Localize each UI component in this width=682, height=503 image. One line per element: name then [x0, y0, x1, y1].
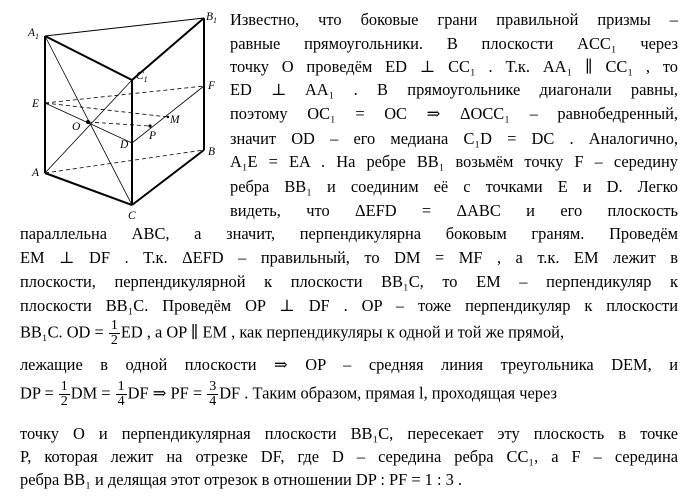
point-o [86, 120, 90, 124]
point-p [148, 124, 151, 127]
label-b: B [208, 146, 216, 158]
edge-a1-c1 [45, 36, 132, 80]
label-a1: $A_1$ [28, 27, 40, 41]
diag-a-c1 [45, 80, 132, 173]
edge-c-b [132, 150, 204, 205]
label-f: F [208, 80, 216, 92]
label-c: C [128, 210, 136, 222]
text-line-10: параллельна ABC, а значит, перпендикулярна боковым граням. Проведём [20, 224, 678, 243]
label-m: M [170, 114, 180, 126]
text-line-1: Известно, что боковые грани правильной призмы – [230, 10, 678, 29]
point-m [167, 116, 169, 118]
label-o: O [72, 121, 81, 133]
text-line-14: BB₁C. OD = $\frac{1}{2}$ ED , а OP ∥ EM , как перпендикуляры к одной и той же прямой, [20, 318, 565, 348]
edge-a-c [45, 173, 132, 205]
text-line-17: точку O и перпендикулярная плоскости BB₁C, пересекает эту плоскость в точке [20, 424, 678, 443]
prism-figure [0, 0, 230, 228]
text-line-3: точку O проведём ED ⊥ CC₁ . Т.к. AA₁ ∥ CC₁ , то [230, 57, 678, 76]
text-line-11: EM ⊥ DF . Т.к. ΔEFD – правильный, то DM = MF , а т.к. EM лежит в [20, 248, 678, 267]
text-line-13: плоскости BB₁C. Проведём OP ⊥ DF . OP – тоже перпендикуляр к плоскости [20, 296, 678, 315]
text-line-9: видеть, что ΔEFD = ΔABC и его плоскость [230, 201, 678, 220]
text-line-7: A₁E = EA . На ребре BB₁ возьмём точку F – середину [230, 152, 678, 171]
text-line-15: лежащие в одной плоскости ⇒ OP – средняя линия треугольника DEM, и [20, 355, 678, 374]
text-line-4: ED ⊥ AA₁ . В прямоугольнике диагонали равны, [230, 80, 678, 99]
text-line-5: поэтому OC₁ = OC ⇒ ΔOCC₁ – равнобедренный, [230, 104, 678, 123]
text-line-18: P, которая лежит на отрезке DF, где D – середина ребра CC₁, а F – середина [20, 447, 678, 466]
label-d: D [120, 139, 129, 151]
edge-a1-b1 [45, 18, 204, 36]
text-line-19: ребра BB₁ и делящая этот отрезок в отношении DP : PF = 1 : 3 . [20, 470, 463, 489]
text-line-8: ребра BB₁ и соединим её с точками E и D. Легко [230, 177, 678, 196]
hidden-edge-a-b [45, 150, 204, 173]
label-p: P [149, 130, 157, 142]
label-c1: $C_1$ [136, 70, 148, 84]
fraction-half: $\frac{1}{2}$ [110, 318, 118, 348]
text-line-6: значит OD – его медиана C₁D = DC . Аналогично, [230, 129, 678, 148]
fraction-quarter: $\frac{1}{4}$ [117, 379, 125, 409]
fraction-half-2: $\frac{1}{2}$ [60, 379, 68, 409]
label-e: E [32, 98, 40, 110]
text-line-2: равные прямоугольники. В плоскости ACC₁ через [230, 34, 678, 53]
text-line-12: плоскости, перпендикулярной к плоскости BB₁C, то EM – перпендикуляр к [20, 272, 678, 291]
fraction-three-quarters: $\frac{3}{4}$ [209, 379, 217, 409]
hidden-o-p [88, 122, 150, 126]
hidden-e-m [45, 103, 168, 117]
label-a: A [32, 167, 40, 179]
label-b1: $B_1$ [206, 11, 218, 25]
text-line-16: DP = $\frac{1}{2}$ DM = $\frac{1}{4}$ DF ⇒ PF = $\frac{3}{4}$ DF . Таким образом, прямая l, проходящая через [20, 379, 557, 409]
